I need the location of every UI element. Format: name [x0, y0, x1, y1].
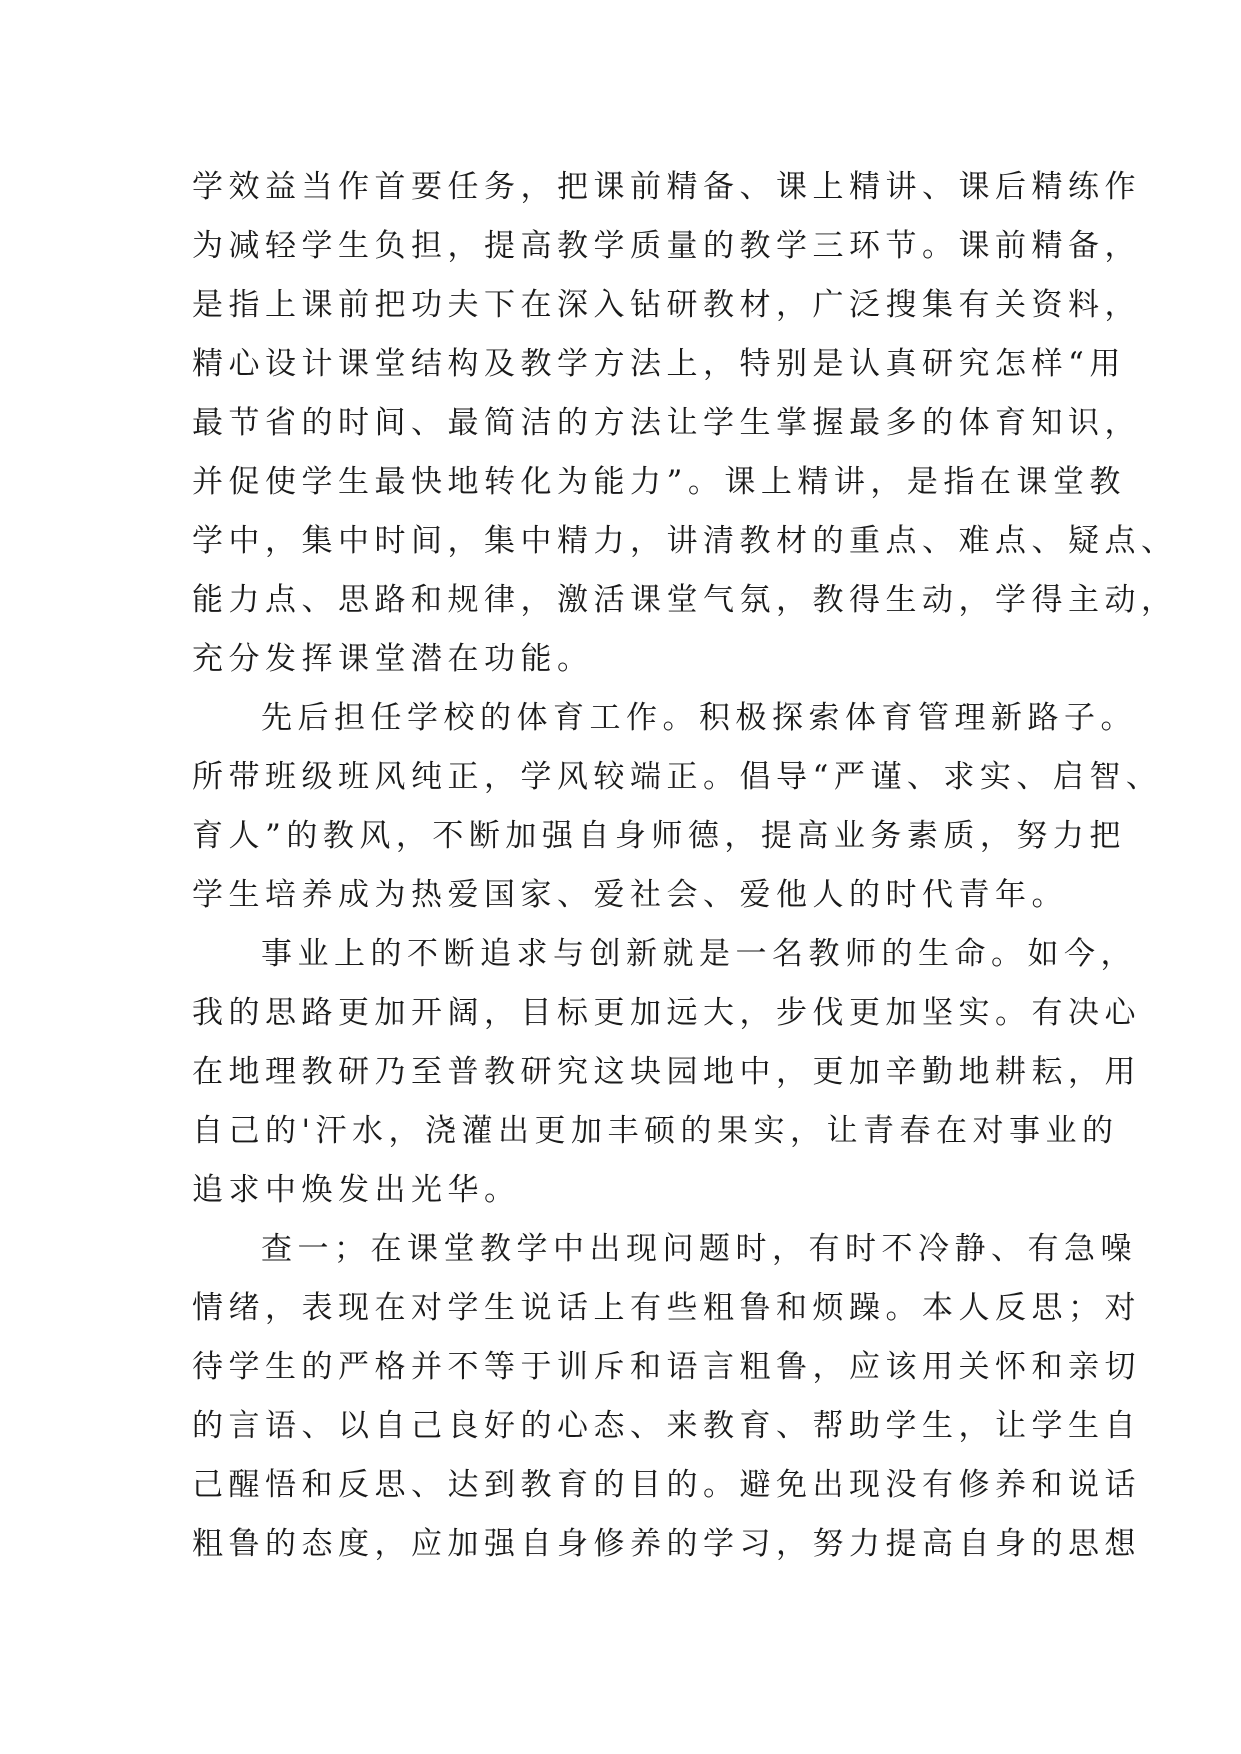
text-line: 能力点、思路和规律，激活课堂气氛，教得生动，学得主动， — [192, 582, 1178, 618]
text-line: 是指上课前把功夫下在深入钻研教材，广泛搜集有关资料， — [192, 287, 1141, 323]
text-line: 并促使学生最快地转化为能力”。课上精讲，是指在课堂教 — [192, 464, 1126, 500]
paragraph-first-line: 查一；在课堂教学中出现问题时，有时不冷静、有急噪 — [261, 1231, 1137, 1267]
paragraph-first-line: 先后担任学校的体育工作。积极探索体育管理新路子。 — [261, 700, 1137, 736]
text-line: 育人”的教风，不断加强自身师德，提高业务素质，努力把 — [192, 818, 1126, 854]
text-line: 自己的'汗水，浇灌出更加丰硕的果实，让青春在对事业的 — [192, 1113, 1119, 1149]
text-line: 学生培养成为热爱国家、爱社会、爱他人的时代青年。 — [192, 877, 1068, 913]
paragraph-first-line: 事业上的不断追求与创新就是一名教师的生命。如今， — [261, 936, 1137, 972]
text-line: 为减轻学生负担，提高教学质量的教学三环节。课前精备， — [192, 228, 1141, 264]
text-line: 情绪，表现在对学生说话上有些粗鲁和烦躁。本人反思；对 — [192, 1290, 1141, 1326]
text-line: 己醒悟和反思、达到教育的目的。避免出现没有修养和说话 — [192, 1467, 1141, 1503]
text-line: 粗鲁的态度，应加强自身修养的学习，努力提高自身的思想 — [192, 1526, 1141, 1562]
text-line: 追求中焕发出光华。 — [192, 1172, 521, 1208]
text-line: 待学生的严格并不等于训斥和语言粗鲁，应该用关怀和亲切 — [192, 1349, 1141, 1385]
body-text — [192, 158, 1178, 1574]
text-line: 精心设计课堂结构及教学方法上，特别是认真研究怎样“用 — [192, 346, 1126, 382]
text-line: 最节省的时间、最简洁的方法让学生掌握最多的体育知识， — [192, 405, 1141, 441]
text-line: 在地理教研乃至普教研究这块园地中，更加辛勤地耕耘，用 — [192, 1054, 1141, 1090]
text-line: 的言语、以自己良好的心态、来教育、帮助学生，让学生自 — [192, 1408, 1141, 1444]
text-line: 我的思路更加开阔，目标更加远大，步伐更加坚实。有决心 — [192, 995, 1141, 1031]
text-line: 充分发挥课堂潜在功能。 — [192, 641, 594, 677]
text-line: 学效益当作首要任务，把课前精备、课上精讲、课后精练作 — [192, 169, 1141, 205]
text-line: 学中，集中时间，集中精力，讲清教材的重点、难点、疑点、 — [192, 523, 1178, 559]
text-line: 所带班级班风纯正，学风较端正。倡导“严谨、求实、启智、 — [192, 759, 1163, 795]
